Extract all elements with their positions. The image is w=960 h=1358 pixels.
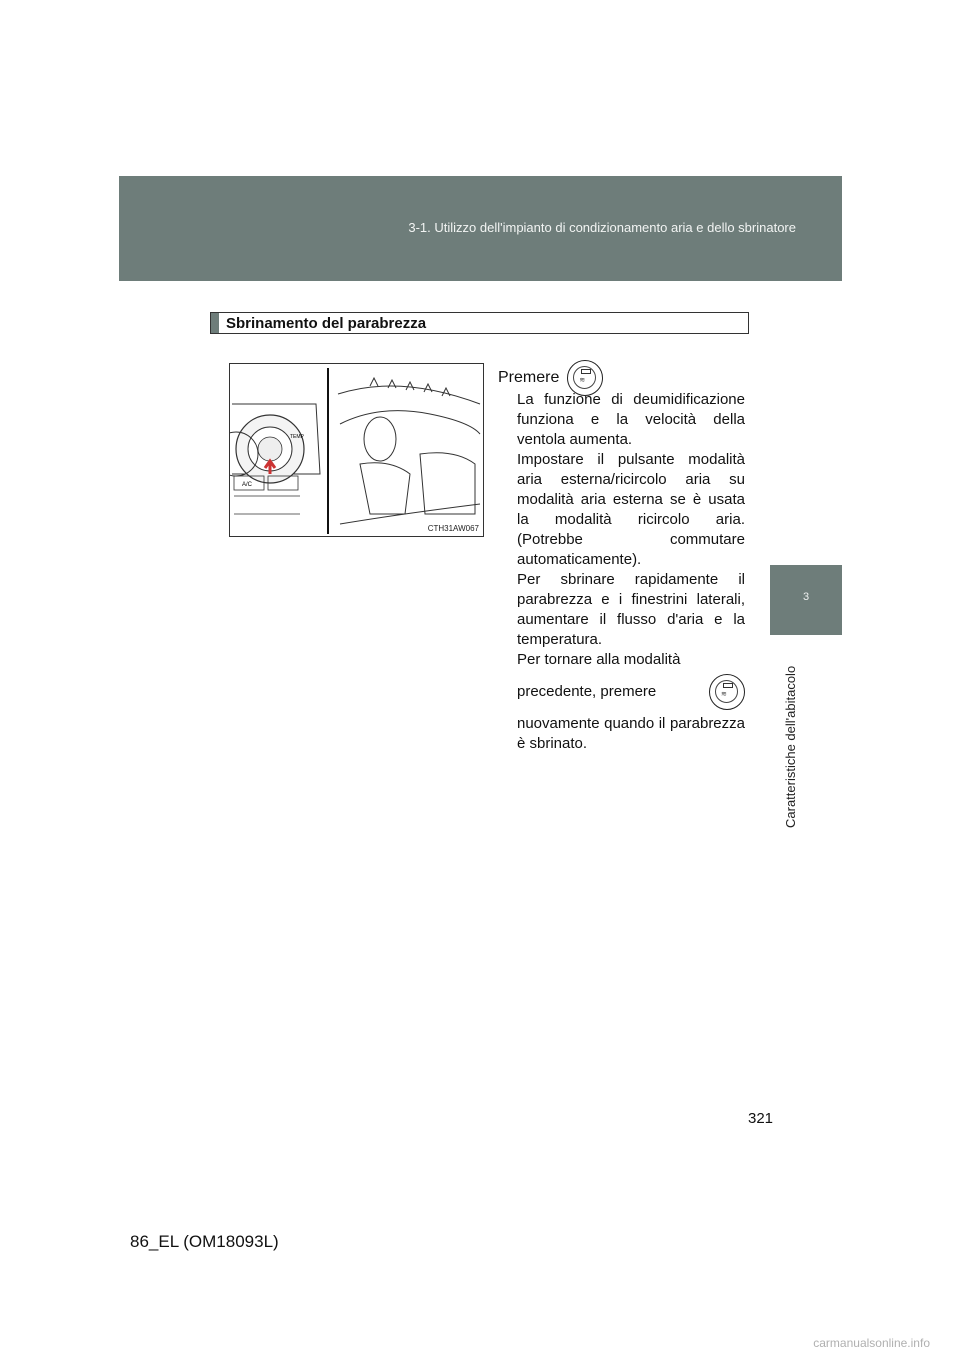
page-number: 321 [748,1110,774,1127]
dashboard-illustration [230,364,483,536]
section-heading-text: Sbrinamento del parabrezza [226,314,427,332]
document-code: 86_EL (OM18093L) [130,1232,279,1251]
windshield-line [338,386,480,404]
header-band [119,176,842,281]
illustration-defroster [229,363,484,537]
section-marker [211,313,219,333]
steering-wheel [364,417,396,461]
ac-button-label: A/C [242,482,253,488]
section-heading [210,312,749,334]
chapter-heading: 3-1. Utilizzo dell'impianto di condizionamento aria e dello sbrinatore [408,220,796,235]
paragraph-dehumidify: La funzione di deumidificazione funziona e la velocità della ventola aumenta. [517,391,745,448]
svg-text:TEMP: TEMP [290,434,304,440]
paragraph-return-mode-b: precedente, premere [517,683,657,700]
paragraph-outside-air: Impostare il pulsante modalità aria esterna/ricircolo aria su modalità aria esterna se è usata la modalità ricircolo aria. (Potrebbe commutare automaticamente). [517,451,745,568]
watermark: carmanualsonline.info [813,1336,930,1350]
paragraph-return-mode-a: Per tornare alla modalità [517,651,681,668]
paragraph-quick-defrost: Per sbrinare rapidamente il parabrezza e i finestrini laterali, aumentare il flusso d'aria e la temperatura. [517,571,745,648]
instruction-lead-text: Premere [498,369,560,386]
dashboard-outline [340,411,480,434]
instruction-body [517,390,745,754]
chapter-number: 3 [802,591,810,603]
figure-code: CTH31AW067 [427,524,479,533]
inline-button-row [517,670,745,714]
chapter-tab [770,565,842,635]
passenger-seat [420,453,475,514]
chapter-label: Caratteristiche dell'abitacolo [783,665,798,828]
driver-seat [360,463,410,514]
front-defroster-button-icon: ≋ [567,360,603,396]
paragraph-return-mode-c: nuovamente quando il parabrezza è sbrinato. [517,715,745,752]
front-defroster-button-icon: ≋ [709,674,745,710]
